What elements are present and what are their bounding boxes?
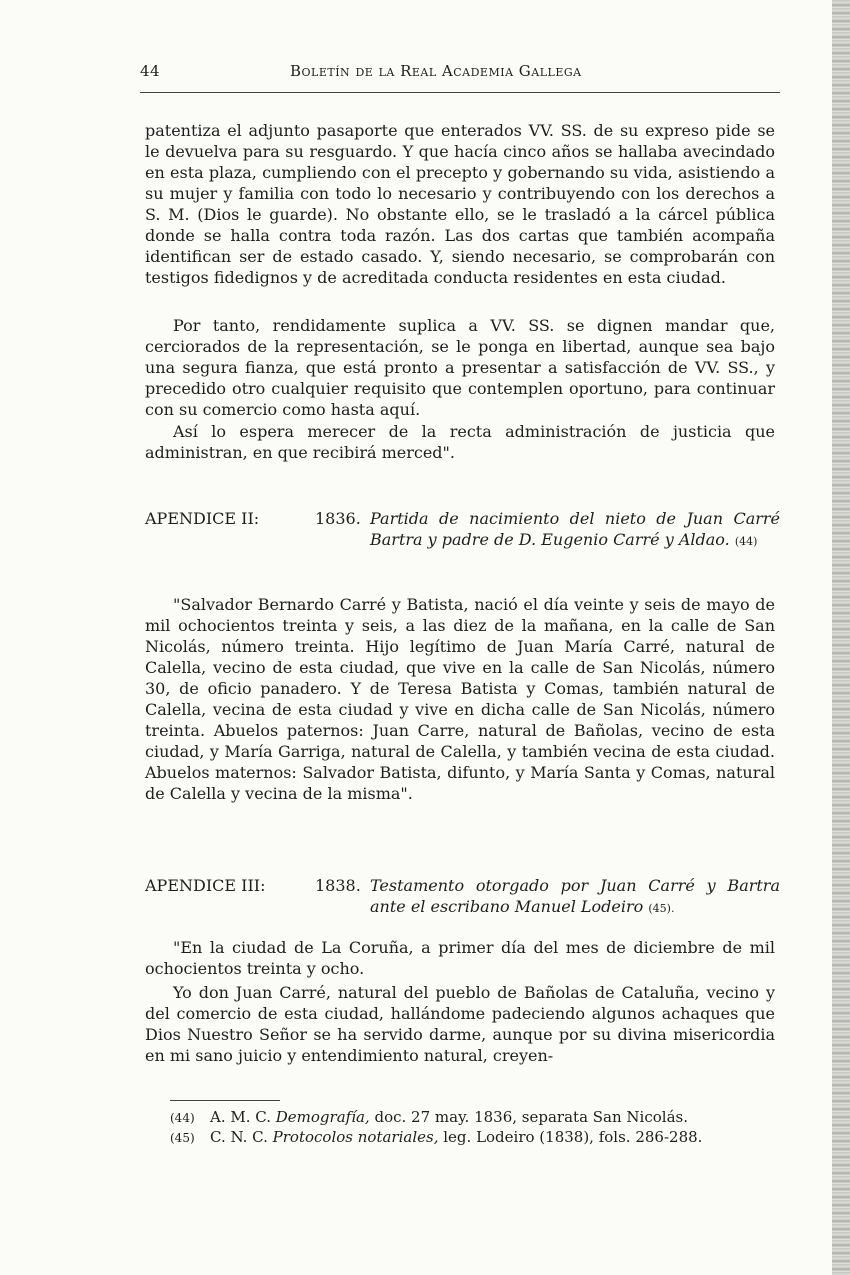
appendix-3-title [370,875,780,919]
footnote-work: Demografía, [275,1108,370,1126]
appendix-3-heading [145,875,780,935]
page-header [140,58,780,84]
appendix-2-title [370,508,780,552]
header-rule [140,92,780,93]
appendix-2-heading [145,508,780,568]
footnote-number: (45) [170,1131,195,1145]
appendix-3-year: 1838. [315,876,361,895]
appendix-3-title-text: Testamento otorgado por Juan Carré y Bartra ante el escribano Manuel Lodeiro [370,876,780,916]
footnote-rule [170,1100,280,1101]
paragraph-petition-cont: patentiza el adjunto pasaporte que enterados VV. SS. de su expreso pide se le devuelva para su resguardo. Y que hacía cinco años se hallaba avecindado en esta plaza, cumpliendo con el precepto y gobernando su vida, asistiendo a su mujer y familia con todo lo necesario y contribuyendo con los derechos a S. M. (Dios le guarde). No obstante ello, se le trasladó a la cárcel pública donde se halla contra toda razón. Las dos cartas que también acompaña identifican ser de estado casado. Y, siendo necesario, se comprobarán con testigos fidedignos y de acreditada conducta residentes en esta ciudad. [145,121,775,287]
scan-edge [832,0,850,1275]
paragraph-plea: Por tanto, rendidamente suplica a VV. SS. se dignen mandar que, cerciorados de la representación, se le ponga en libertad, aunque sea bajo una segura fianza, que está pronto a presentar a satisfacción de VV. SS., y precedido otro cualquier requisito que contemplen oportuno, para continuar con su comercio como hasta aquí. [145,316,775,419]
footnote-ref-44: (44) [734,535,758,548]
footnote-source: A. M. C. [210,1108,271,1126]
appendix-2-label: APENDICE II: [145,509,260,528]
footnote-45 [170,1128,780,1148]
appendix-3-label: APENDICE III: [145,876,266,895]
paragraph-testament-body: Yo don Juan Carré, natural del pueblo de Bañolas de Cataluña, vecino y del comercio de esta ciudad, hallándome padeciendo algunos achaques que Dios Nuestro Señor se ha servido darme, aunque por su divina misericordia en mi sano juicio y entendimiento natural, creyen- [145,983,775,1065]
appendix-2-year: 1836. [315,509,361,528]
footnotes [170,1108,780,1148]
paragraph-birth-record: "Salvador Bernardo Carré y Batista, nació el día veinte y seis de mayo de mil ochocientos treinta y seis, a las diez de la mañana, en la calle de San Nicolás, número treinta. Hijo legítimo de Juan María Carré, natural de Calella, vecino de esta ciudad, que vive en la calle de San Nicolás, número 30, de oficio panadero. Y de Teresa Batista y Comas, también natural de Calella, vecina de esta ciudad y vive en dicha calle de San Nicolás, número treinta. Abuelos paternos: Juan Carre, natural de Bañolas, vecino de esta ciudad, y María Garriga, natural de Calella, y también vecina de esta ciudad. Abuelos maternos: Salvador Batista, difunto, y María Santa y Comas, natural de Calella y vecina de la misma". [145,595,775,803]
footnote-detail: leg. Lodeiro (1838), fols. 286-288. [443,1128,703,1146]
footnote-number: (44) [170,1111,195,1125]
footnote-44 [170,1108,780,1128]
appendix-2-title-text: Partida de nacimiento del nieto de Juan Carré Bartra y padre de D. Eugenio Carré y Aldao. [370,509,780,549]
running-head: Boletín de la Real Academia Gallega [290,62,582,80]
footnote-source: C. N. C. [210,1128,268,1146]
footnote-detail: doc. 27 may. 1836, separata San Nicolás. [374,1108,688,1126]
paragraph-closing: Así lo espera merecer de la recta administración de justicia que administran, en que recibirá merced". [145,422,775,462]
footnote-ref-45: (45). [648,902,675,915]
paragraph-testament-intro: "En la ciudad de La Coruña, a primer día del mes de diciembre de mil ochocientos treinta y ocho. [145,938,775,978]
page-number: 44 [140,62,161,80]
footnote-work: Protocolos notariales, [272,1128,439,1146]
